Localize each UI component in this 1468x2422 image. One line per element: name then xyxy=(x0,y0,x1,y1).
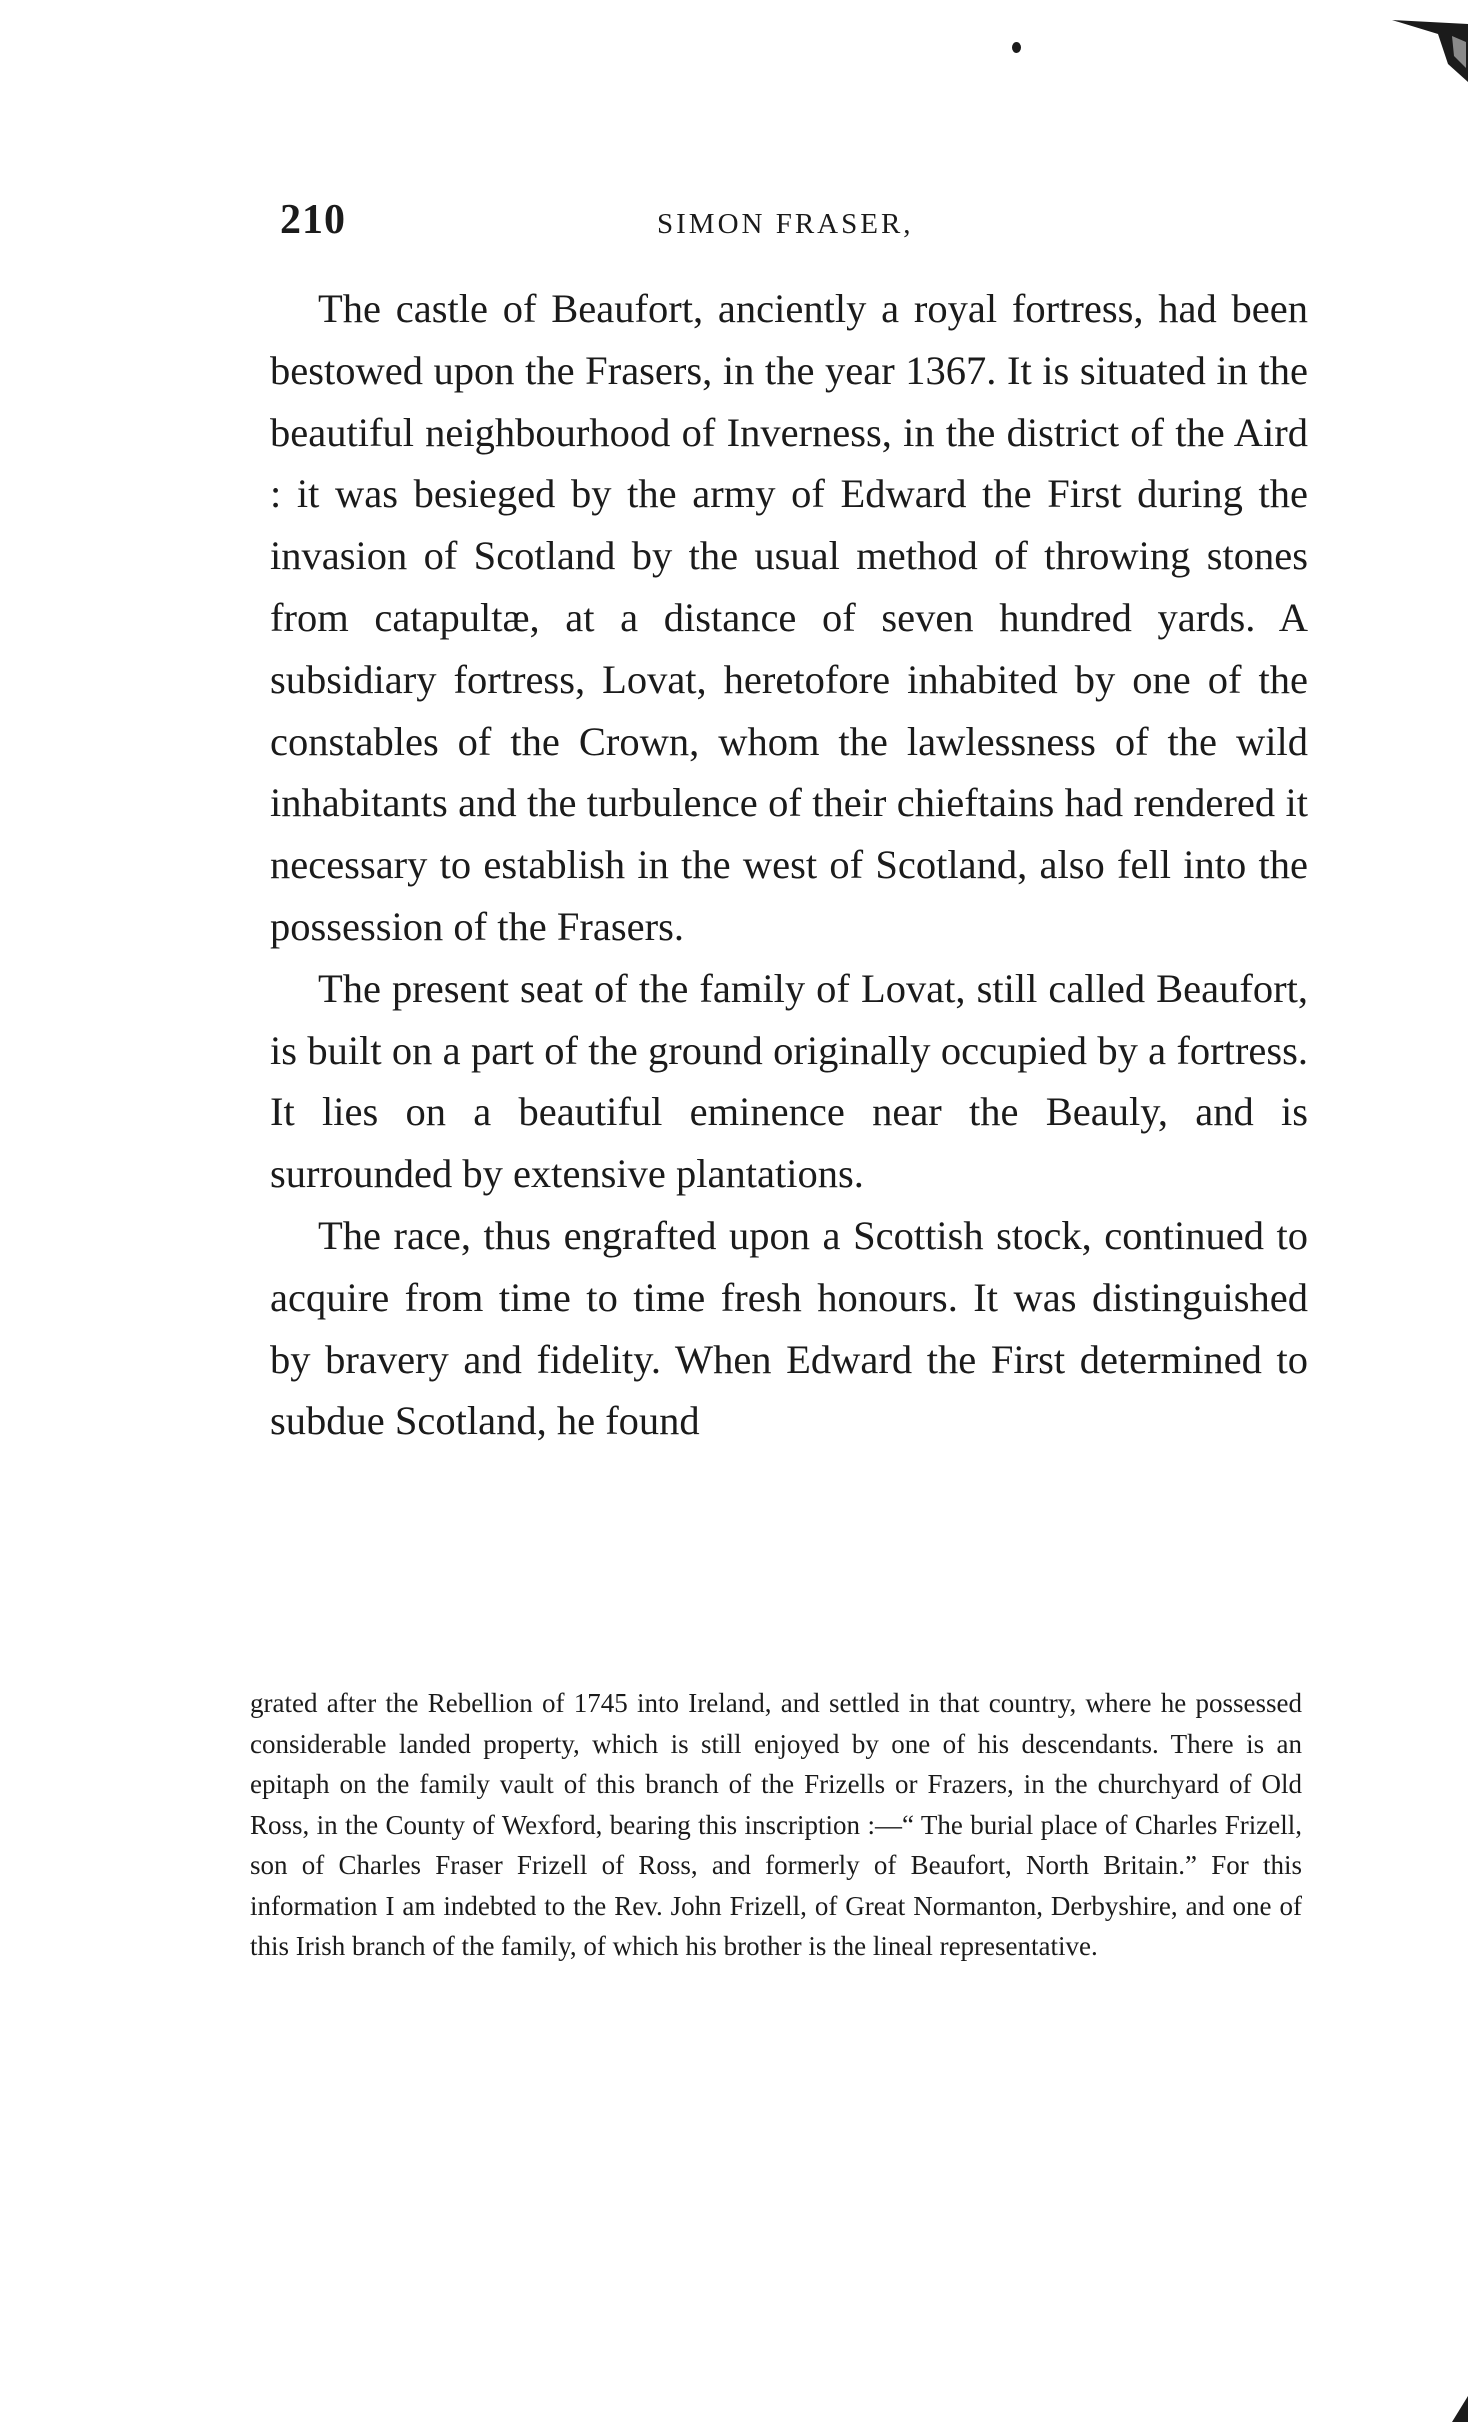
page-corner-mark-bottom xyxy=(1452,2396,1468,2422)
ink-speck xyxy=(1012,42,1021,53)
running-title: SIMON FRASER, xyxy=(657,208,914,240)
paragraph: The castle of Beaufort, anciently a royal fortress, had been bestowed upon the Frasers, in the year 1367. It is situated in the beautiful neighbourhood of Inverness, in the district of the Aird : it was besieged by the army of Edward the First during the invasion of Scotland by the usual method of throwing stones from catapultæ, at a distance of seven hundred yards. A subsidiary fortress, Lovat, heretofore inhabited by one of the constables of the Crown, whom the lawlessness of the wild inhabitants and the turbulence of their chieftains had rendered it necessary to establish in the west of Scotland, also fell into the possession of the Frasers. xyxy=(270,286,1308,949)
main-text xyxy=(270,278,1308,1452)
page-number: 210 xyxy=(280,197,346,243)
page-header xyxy=(272,196,1312,252)
footnote xyxy=(250,1683,1302,1967)
paragraph: The race, thus engrafted upon a Scottish stock, continued to acquire from time to time fresh honours. It was distinguished by bravery and fidelity. When Edward the First determined to subdue Scotland, he found xyxy=(270,1212,1308,1444)
footnote-text: grated after the Rebellion of 1745 into Ireland, and settled in that country, where he possessed considerable landed property, which is still enjoyed by one of his descendants. There is an epitaph on the family vault of this branch of the Frizells or Frazers, in the churchyard of Old Ross, in the County of Wexford, bearing this inscription :—“ The burial place of Charles Frizell, son of Charles Fraser Frizell of Ross, and formerly of Beaufort, North Britain.” For this information I am indebted to the Rev. John Frizell, of Great Normanton, Derbyshire, and one of this Irish branch of the family, of which his brother is the lineal representative. xyxy=(250,1688,1302,1961)
page-corner-mark xyxy=(1392,20,1468,82)
paragraph: The present seat of the family of Lovat, still called Beaufort, is built on a part of the ground originally occupied by a fortress. It lies on a beautiful eminence near the Beauly, and is surrounded by extensive plantations. xyxy=(270,965,1308,1197)
